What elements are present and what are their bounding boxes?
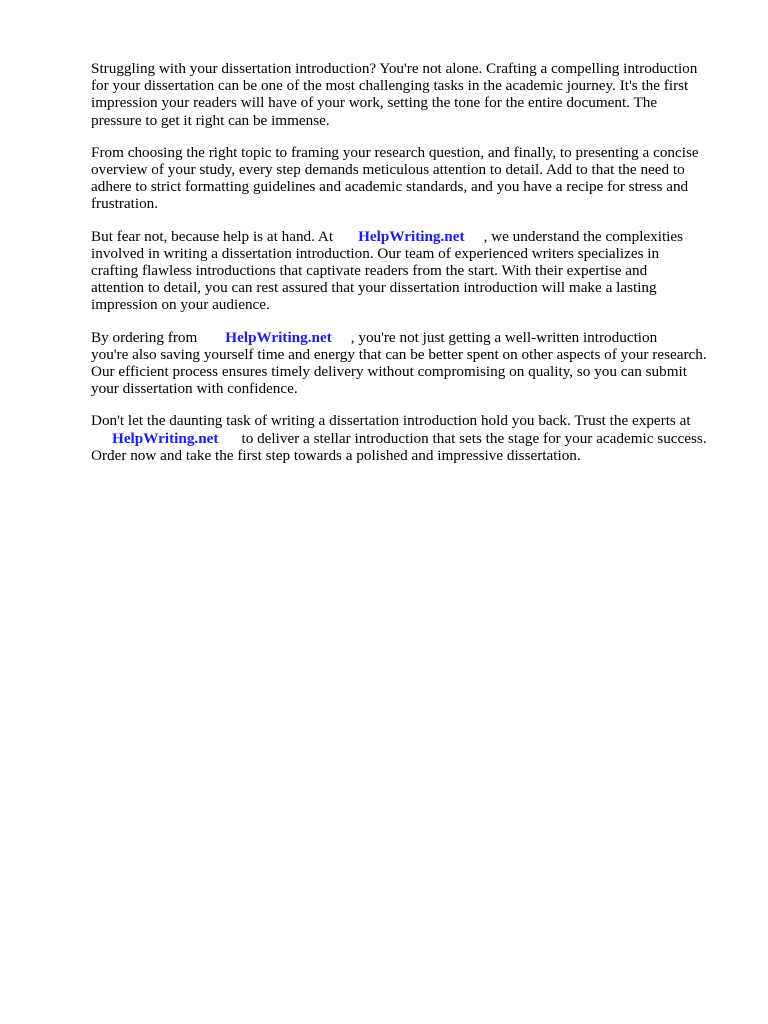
text-line: Order now and take the first step towards a polished and impressive dissertation. (91, 446, 581, 464)
text-line: frustration. (91, 195, 159, 213)
text-line: impression your readers will have of your work, setting the tone for the entire document. The (91, 94, 658, 112)
text-line: Our efficient process ensures timely delivery without compromising on quality, so you can submit (91, 363, 687, 381)
paragraph-intro (91, 60, 727, 129)
text-segment: , you're not just getting a well-written introduction (350, 328, 658, 346)
text-line: your dissertation with confidence. (91, 380, 298, 398)
text-line: for your dissertation can be one of the most challenging tasks in the academic journey. It's the first (91, 77, 689, 95)
text-segment: to deliver a stellar introduction that sets the stage for your academic success. (241, 429, 707, 447)
text-line: involved in writing a dissertation introduction. Our team of experienced writers specializes in (91, 244, 660, 262)
helpwriting-link[interactable]: HelpWriting.net (358, 227, 465, 245)
helpwriting-link[interactable]: HelpWriting.net (225, 328, 332, 346)
paragraph-help (91, 228, 727, 314)
text-line (91, 228, 727, 245)
text-line: crafting flawless introductions that captivate readers from the start. With their expertise and (91, 262, 648, 280)
helpwriting-link[interactable]: HelpWriting.net (112, 429, 219, 447)
text-line: you're also saving yourself time and energy that can be better spent on other aspects of your research. (91, 345, 707, 363)
text-line: adhere to strict formatting guidelines and academic standards, and you have a recipe for stress and (91, 178, 689, 196)
text-line (91, 430, 727, 447)
text-segment: But fear not, because help is at hand. At (91, 227, 334, 245)
text-line: Don't let the daunting task of writing a dissertation introduction hold you back. Trust the experts at (91, 412, 691, 430)
text-segment: By ordering from (91, 328, 198, 346)
text-line: impression on your audience. (91, 296, 270, 314)
paragraph-challenges (91, 144, 727, 213)
text-segment: , we understand the complexities (483, 227, 684, 245)
text-line: pressure to get it right can be immense. (91, 111, 330, 129)
text-line: overview of your study, every step demands meticulous attention to detail. Add to that the need to (91, 161, 685, 179)
text-line (91, 329, 727, 346)
text-line: Struggling with your dissertation introduction? You're not alone. Crafting a compelling introduction (91, 60, 698, 77)
document-page (91, 60, 727, 479)
text-line: attention to detail, you can rest assured that your dissertation introduction will make a lasting (91, 279, 657, 297)
paragraph-closing (91, 412, 727, 464)
paragraph-ordering (91, 329, 727, 398)
text-line: From choosing the right topic to framing your research question, and finally, to presenting a concise (91, 143, 699, 161)
